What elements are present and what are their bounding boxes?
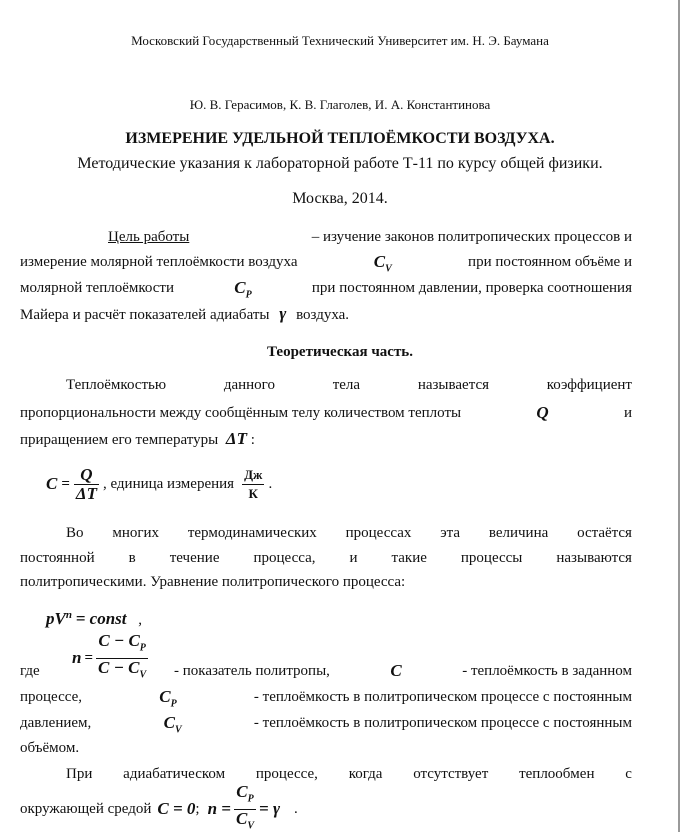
goal-text: молярной теплоёмкости: [20, 280, 174, 296]
document-subtitle: Методические указания к лабораторной работе Т-11 по курсу общей физики.: [77, 155, 603, 172]
heat-capacity-formula: C = $\frac{Q}{\Delta T}$ , единица измерения $\frac{Дж}{К}$ .: [46, 464, 273, 503]
goal-text: Майера и расчёт показателей адиабаты: [20, 307, 270, 323]
where-label: где: [20, 663, 40, 679]
delta-t-symbol: ΔT: [225, 429, 247, 448]
p1-line-2: пропорциональности между сообщённым телу количеством теплоты Q и: [20, 403, 632, 422]
unit-fraction: $\frac{Дж}{К}$: [244, 466, 263, 501]
cv-symbol: $C_V$: [373, 252, 392, 275]
goal-text: при постоянном давлении, проверка соотношения: [311, 280, 632, 296]
cp-symbol: $C_P$: [234, 278, 252, 301]
section-heading: Теоретическая часть.: [266, 344, 413, 360]
goal-line-1: [108, 228, 632, 246]
polytropic-equation: $pV^n$ = const ,: [46, 609, 142, 628]
p4-line-1: При адиабатическом процессе, когда отсутствует теплообмен с: [66, 766, 632, 782]
p2-line-2: постоянной в течение процесса, и такие процессы называются: [20, 550, 632, 566]
p1-line-1: Теплоёмкостью данного тела называется коэффициент: [66, 377, 632, 393]
goal-label: Цель работы: [108, 229, 190, 245]
goal-text: воздуха.: [296, 307, 350, 323]
goal-text: измерение молярной теплоёмкости воздуха: [20, 254, 298, 270]
n-formula: n = $\frac{C - C_P}{C - C_V}$: [72, 634, 148, 682]
goal-text: при постоянном объёме и: [468, 254, 632, 270]
goal-text: – изучение законов политропических процессов и: [311, 229, 632, 245]
cv-symbol: $C_V$: [163, 713, 182, 736]
document-title: ИЗМЕРЕНИЕ УДЕЛЬНОЙ ТЕПЛОЁМКОСТИ ВОЗДУХА.: [125, 130, 555, 147]
goal-line-4: [20, 305, 349, 324]
p3-line-4: объёмом.: [20, 740, 80, 756]
c-zero: C = 0: [157, 799, 196, 818]
authors: Ю. В. Герасимов, К. В. Глаголев, И. А. Константинова: [189, 97, 491, 112]
polytropic-fraction: $\frac{C - C_P}{C - C_V}$: [98, 631, 147, 680]
q-symbol: Q: [536, 403, 549, 422]
city-year: Москва, 2014.: [292, 190, 388, 207]
p3-line-3: давлением, $C_V$ - теплоёмкость в политропическом процессе с постоянным: [20, 714, 632, 739]
p2-line-3: политропическими. Уравнение политропического процесса:: [20, 574, 406, 590]
p1-line-3: приращением его температуры ΔT :: [20, 429, 255, 448]
q-over-dt-fraction: $\frac{Q}{\Delta T}$: [75, 464, 97, 503]
p3-line-2: процессе, $C_P$ - теплоёмкость в политропическом процессе с постоянным: [20, 688, 632, 713]
gamma-symbol: γ: [279, 304, 287, 323]
p2-line-1: Во многих термодинамических процессах эта величина остаётся: [66, 525, 632, 541]
cp-symbol: $C_P$: [159, 687, 177, 710]
goal-line-2: [20, 253, 632, 278]
adiabatic-fraction: $\frac{C_P}{C_V}$: [236, 782, 255, 831]
goal-line-3: [20, 279, 632, 304]
p4-line-2: окружающей средой C = 0 ; n = $\frac{C_P}{C_V}$ = γ .: [20, 789, 298, 829]
p3-line-1: - показатель политропы, C - теплоёмкость в заданном: [174, 661, 632, 680]
university-name: Московский Государственный Технический Университет им. Н. Э. Баумана: [131, 33, 549, 48]
